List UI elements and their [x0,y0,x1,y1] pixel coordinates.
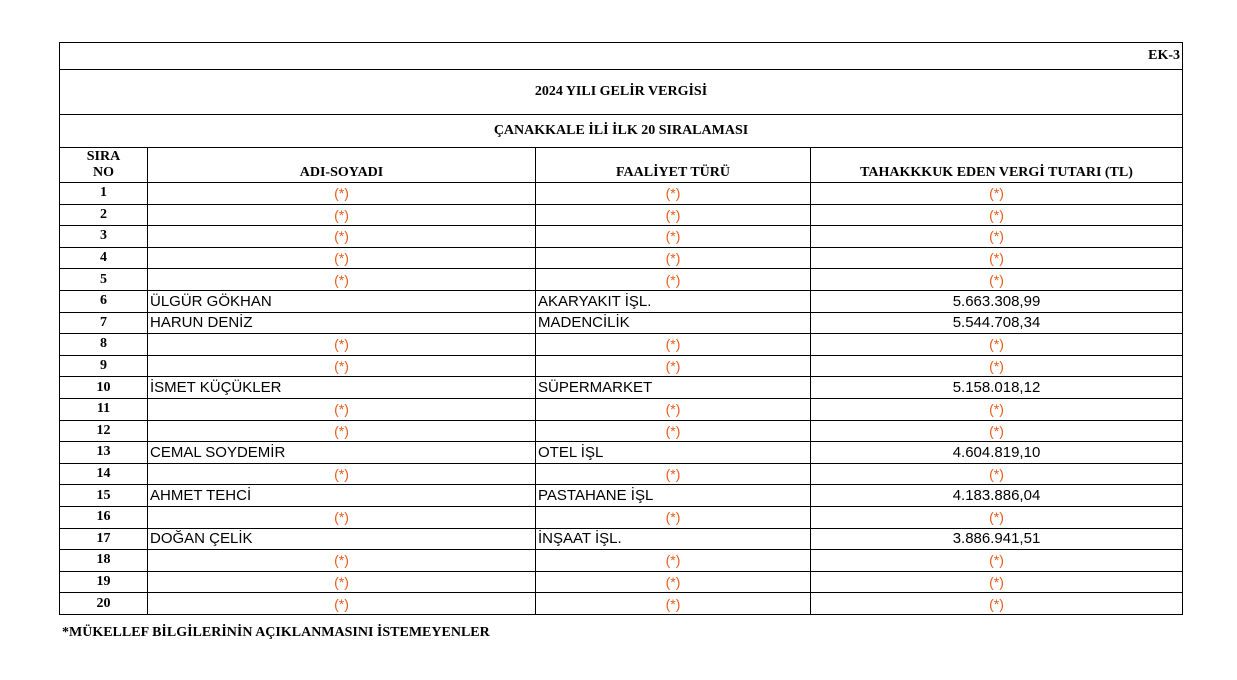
document-title: 2024 YILI GELİR VERGİSİ [60,70,1183,115]
row-number: 15 [60,485,148,507]
name-hidden-marker: (*) [148,463,536,485]
header-vergi-tutari: TAHAKKKUK EDEN VERGİ TUTARI (TL) [811,148,1183,183]
name-hidden-marker: (*) [148,550,536,572]
row-number: 9 [60,355,148,377]
table-row [60,269,1183,291]
row-number: 1 [60,183,148,205]
taxpayer-name: CEMAL SOYDEMİR [148,442,536,464]
activity-hidden-marker: (*) [536,463,811,485]
amount-hidden-marker: (*) [811,550,1183,572]
activity-hidden-marker: (*) [536,506,811,528]
activity-hidden-marker: (*) [536,550,811,572]
table-row [60,226,1183,248]
activity-type: SÜPERMARKET [536,377,811,399]
row-number: 12 [60,420,148,442]
ranking-table [59,42,1183,615]
table-row [60,442,1183,464]
amount-hidden-marker: (*) [811,571,1183,593]
activity-hidden-marker: (*) [536,226,811,248]
amount-hidden-marker: (*) [811,269,1183,291]
name-hidden-marker: (*) [148,355,536,377]
header-sira-no-label: SIRA NO [86,149,121,180]
tax-amount: 4.183.886,04 [811,485,1183,507]
table-row [60,506,1183,528]
amount-hidden-marker: (*) [811,398,1183,420]
amount-hidden-marker: (*) [811,420,1183,442]
taxpayer-name: HARUN DENİZ [148,312,536,334]
activity-type: AKARYAKIT İŞL. [536,290,811,312]
name-hidden-marker: (*) [148,506,536,528]
footnote: *MÜKELLEF BİLGİLERİNİN AÇIKLANMASINI İSTEMEYENLER [62,625,490,640]
row-number: 5 [60,269,148,291]
amount-hidden-marker: (*) [811,463,1183,485]
activity-hidden-marker: (*) [536,420,811,442]
name-hidden-marker: (*) [148,334,536,356]
table-row [60,550,1183,572]
table-row [60,355,1183,377]
annex-label: EK-3 [60,43,1183,70]
header-sira-no [60,148,148,183]
activity-type: MADENCİLİK [536,312,811,334]
header-faaliyet-turu: FAALİYET TÜRÜ [536,148,811,183]
row-number: 11 [60,398,148,420]
row-number: 14 [60,463,148,485]
name-hidden-marker: (*) [148,420,536,442]
tax-ranking-document [59,42,1182,615]
activity-hidden-marker: (*) [536,183,811,205]
amount-hidden-marker: (*) [811,204,1183,226]
row-number: 2 [60,204,148,226]
row-number: 10 [60,377,148,399]
name-hidden-marker: (*) [148,269,536,291]
document-subtitle: ÇANAKKALE İLİ İLK 20 SIRALAMASI [60,115,1183,148]
activity-hidden-marker: (*) [536,269,811,291]
activity-hidden-marker: (*) [536,204,811,226]
tax-amount: 4.604.819,10 [811,442,1183,464]
row-number: 20 [60,593,148,615]
table-row [60,420,1183,442]
table-row [60,463,1183,485]
table-row [60,312,1183,334]
row-number: 17 [60,528,148,550]
table-row [60,204,1183,226]
row-number: 7 [60,312,148,334]
taxpayer-name: DOĞAN ÇELİK [148,528,536,550]
taxpayer-name: ÜLGÜR GÖKHAN [148,290,536,312]
activity-hidden-marker: (*) [536,247,811,269]
table-body [60,183,1183,615]
row-number: 4 [60,247,148,269]
name-hidden-marker: (*) [148,593,536,615]
row-number: 3 [60,226,148,248]
table-row [60,183,1183,205]
name-hidden-marker: (*) [148,247,536,269]
row-number: 8 [60,334,148,356]
name-hidden-marker: (*) [148,571,536,593]
table-row [60,377,1183,399]
table-row [60,334,1183,356]
amount-hidden-marker: (*) [811,334,1183,356]
name-hidden-marker: (*) [148,183,536,205]
activity-type: PASTAHANE İŞL [536,485,811,507]
row-number: 19 [60,571,148,593]
activity-hidden-marker: (*) [536,334,811,356]
table-row [60,528,1183,550]
amount-hidden-marker: (*) [811,593,1183,615]
activity-hidden-marker: (*) [536,593,811,615]
name-hidden-marker: (*) [148,204,536,226]
row-number: 16 [60,506,148,528]
tax-amount: 5.158.018,12 [811,377,1183,399]
amount-hidden-marker: (*) [811,247,1183,269]
row-number: 13 [60,442,148,464]
amount-hidden-marker: (*) [811,355,1183,377]
activity-type: OTEL İŞL [536,442,811,464]
row-number: 18 [60,550,148,572]
amount-hidden-marker: (*) [811,226,1183,248]
amount-hidden-marker: (*) [811,506,1183,528]
row-number: 6 [60,290,148,312]
amount-hidden-marker: (*) [811,183,1183,205]
name-hidden-marker: (*) [148,226,536,248]
header-adi-soyadi: ADI-SOYADI [148,148,536,183]
tax-amount: 5.663.308,99 [811,290,1183,312]
tax-amount: 5.544.708,34 [811,312,1183,334]
activity-type: İNŞAAT İŞL. [536,528,811,550]
name-hidden-marker: (*) [148,398,536,420]
activity-hidden-marker: (*) [536,571,811,593]
activity-hidden-marker: (*) [536,398,811,420]
table-row [60,247,1183,269]
taxpayer-name: İSMET KÜÇÜKLER [148,377,536,399]
table-row [60,290,1183,312]
taxpayer-name: AHMET TEHCİ [148,485,536,507]
table-row [60,398,1183,420]
table-row [60,485,1183,507]
activity-hidden-marker: (*) [536,355,811,377]
table-row [60,593,1183,615]
tax-amount: 3.886.941,51 [811,528,1183,550]
table-row [60,571,1183,593]
